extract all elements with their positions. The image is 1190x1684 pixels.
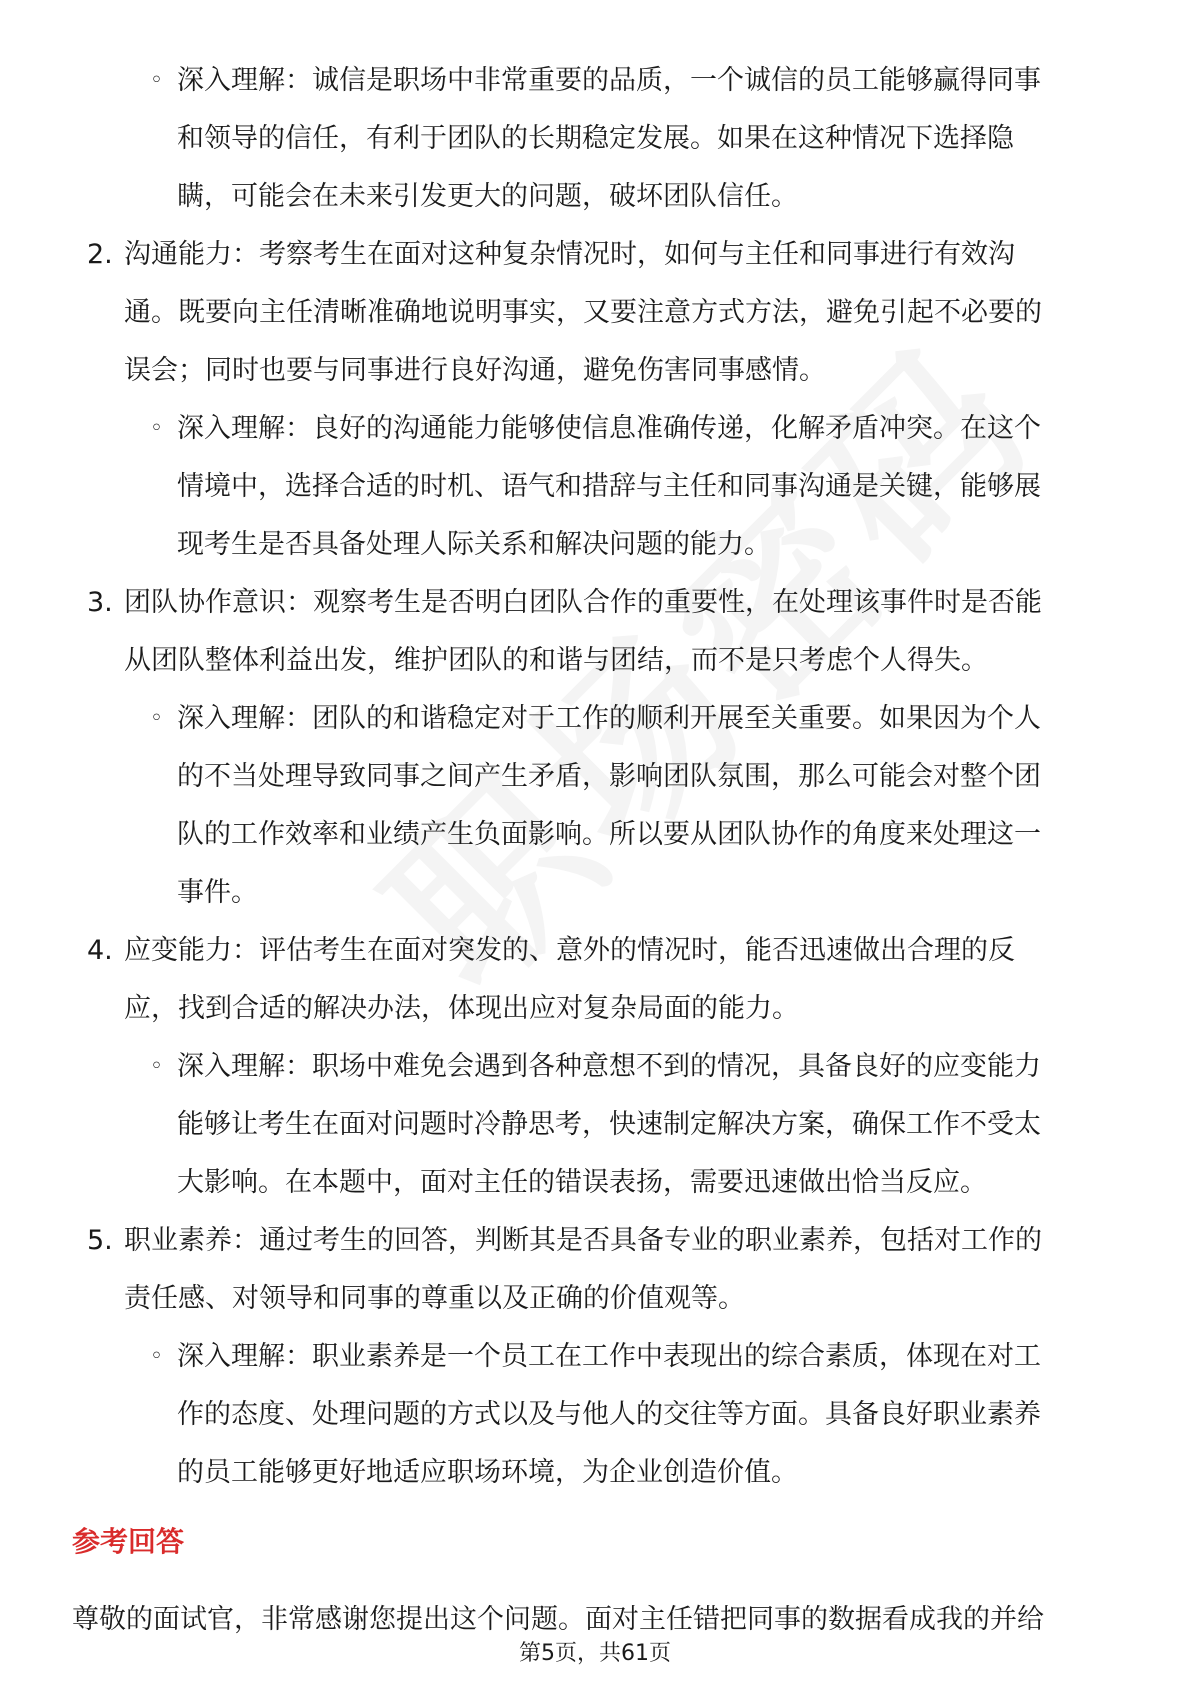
numbered-point — [72, 922, 1122, 1038]
text-line: 现考生是否具备处理人际关系和解决问题的能力。 — [177, 529, 771, 560]
text-line: 责任感、对领导和同事的尊重以及正确的价值观等。 — [124, 1283, 745, 1314]
text-line: 团队协作意识：观察考生是否明白团队合作的重要性，在处理该事件时是否能 — [124, 587, 1042, 618]
section-title: 参考回答 — [72, 1525, 185, 1558]
text-line: 大影响。在本题中，面对主任的错误表扬，需要迅速做出恰当反应。 — [177, 1167, 987, 1198]
circle-bullet-icon: ◦ — [150, 416, 163, 441]
sub-point — [72, 400, 1122, 574]
text-line: 事件。 — [177, 877, 258, 908]
numbered-point — [72, 574, 1122, 690]
sub-point — [72, 52, 1122, 226]
numbered-point — [72, 226, 1122, 400]
text-line: 通。既要向主任清晰准确地说明事实，又要注意方式方法，避免引起不必要的 — [124, 297, 1042, 328]
list-number: 4. — [87, 935, 113, 966]
answer-paragraph: 尊敬的面试官，非常感谢您提出这个问题。面对主任错把同事的数据看成我的并给 — [72, 1604, 1044, 1635]
text-line: 深入理解：良好的沟通能力能够使信息准确传递，化解矛盾冲突。在这个 — [177, 413, 1041, 444]
page-footer: 第5页，共61页 — [519, 1641, 671, 1666]
sub-point — [72, 1038, 1122, 1212]
text-line: 深入理解：诚信是职场中非常重要的品质，一个诚信的员工能够赢得同事 — [177, 65, 1041, 96]
list-number: 5. — [87, 1225, 113, 1256]
text-line: 作的态度、处理问题的方式以及与他人的交往等方面。具备良好职业素养 — [177, 1399, 1041, 1430]
text-line: 能够让考生在面对问题时冷静思考，快速制定解决方案，确保工作不受太 — [177, 1109, 1041, 1140]
circle-bullet-icon: ◦ — [150, 706, 163, 731]
list-number: 2. — [87, 239, 113, 270]
text-line: 队的工作效率和业绩产生负面影响。所以要从团队协作的角度来处理这一 — [177, 819, 1041, 850]
document-body — [72, 52, 1122, 1502]
text-line: 深入理解：团队的和谐稳定对于工作的顺利开展至关重要。如果因为个人 — [177, 703, 1041, 734]
list-number: 3. — [87, 587, 113, 618]
text-line: 深入理解：职场中难免会遇到各种意想不到的情况，具备良好的应变能力 — [177, 1051, 1041, 1082]
text-line: 应变能力：评估考生在面对突发的、意外的情况时，能否迅速做出合理的反 — [124, 935, 1015, 966]
text-line: 和领导的信任，有利于团队的长期稳定发展。如果在这种情况下选择隐 — [177, 123, 1014, 154]
sub-point — [72, 1328, 1122, 1502]
text-line: 从团队整体利益出发，维护团队的和谐与团结，而不是只考虑个人得失。 — [124, 645, 988, 676]
text-line: 深入理解：职业素养是一个员工在工作中表现出的综合素质，体现在对工 — [177, 1341, 1041, 1372]
text-line: 情境中，选择合适的时机、语气和措辞与主任和同事沟通是关键，能够展 — [177, 471, 1041, 502]
circle-bullet-icon: ◦ — [150, 1344, 163, 1369]
text-line: 误会；同时也要与同事进行良好沟通，避免伤害同事感情。 — [124, 355, 826, 386]
circle-bullet-icon: ◦ — [150, 68, 163, 93]
text-line: 的员工能够更好地适应职场环境，为企业创造价值。 — [177, 1457, 798, 1488]
text-line: 瞒，可能会在未来引发更大的问题，破坏团队信任。 — [177, 181, 798, 212]
sub-point — [72, 690, 1122, 922]
text-line: 应，找到合适的解决办法，体现出应对复杂局面的能力。 — [124, 993, 799, 1024]
circle-bullet-icon: ◦ — [150, 1054, 163, 1079]
numbered-point — [72, 1212, 1122, 1328]
text-line: 沟通能力：考察考生在面对这种复杂情况时，如何与主任和同事进行有效沟 — [124, 239, 1015, 270]
text-line: 的不当处理导致同事之间产生矛盾，影响团队氛围，那么可能会对整个团 — [177, 761, 1041, 792]
text-line: 职业素养：通过考生的回答，判断其是否具备专业的职业素养，包括对工作的 — [124, 1225, 1042, 1256]
